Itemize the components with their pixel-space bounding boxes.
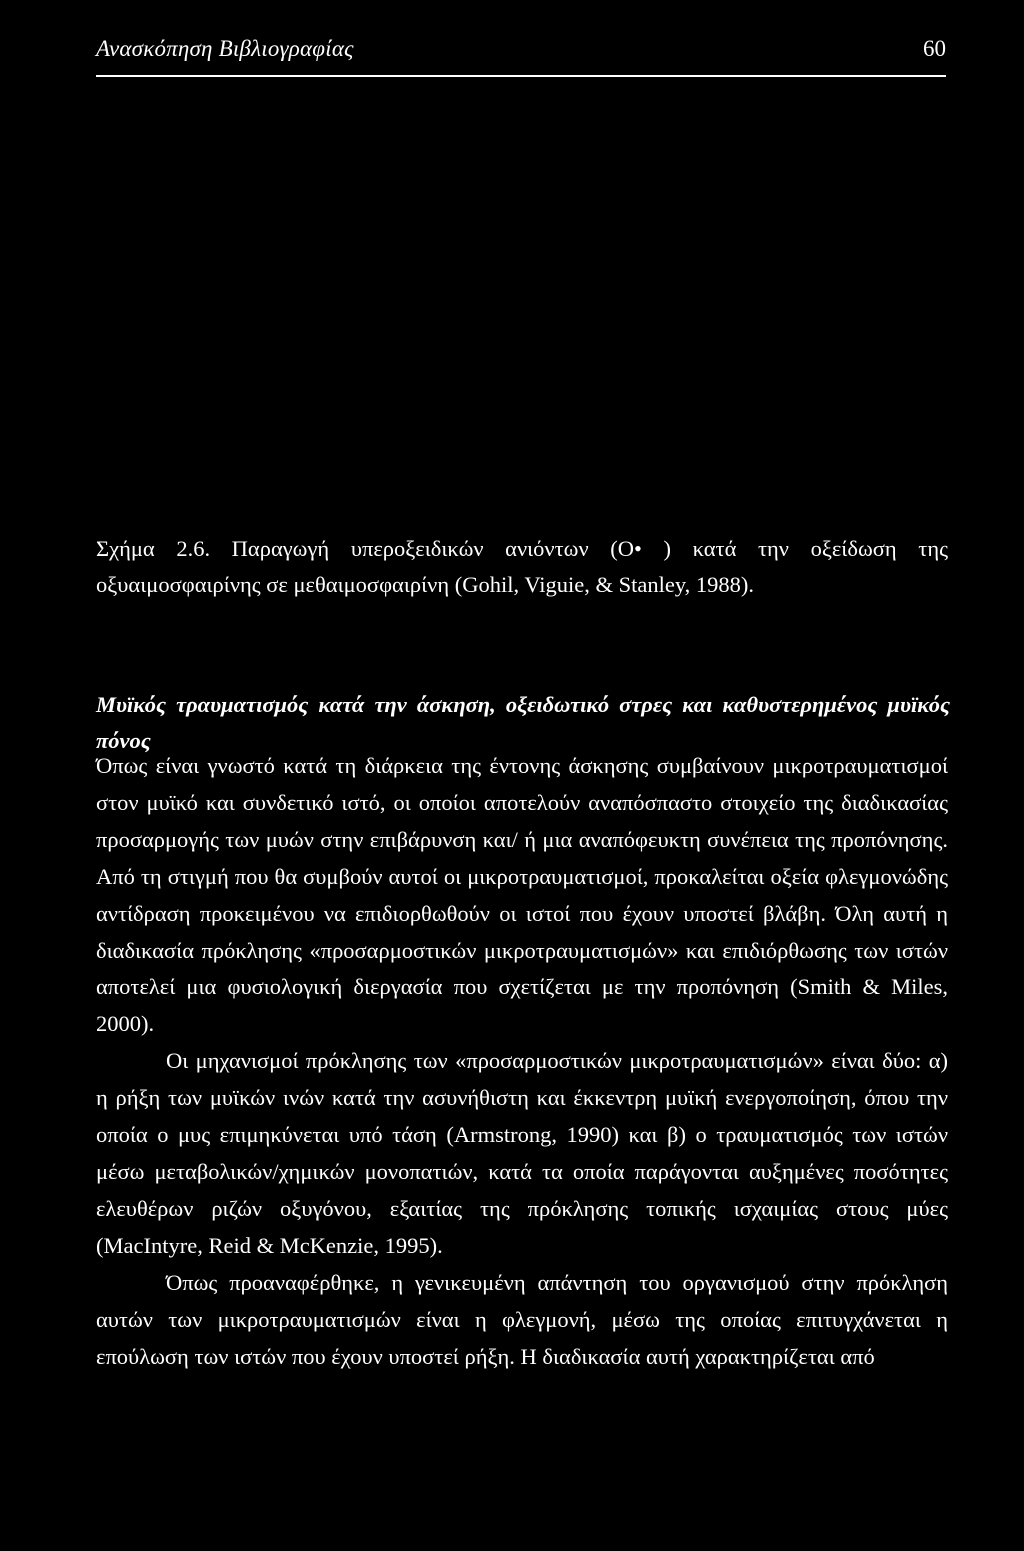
section-heading: Μυϊκός τραυματισμός κατά την άσκηση, οξειδωτικό στρες και καθυστερημένος μυϊκός πόνος [96, 692, 950, 753]
page-number: 60 [923, 36, 946, 61]
figure-caption: Σχήμα 2.6. Παραγωγή υπεροξειδικών ανιόντων (O• ) κατά την οξείδωση της οξυαιμοσφαιρίνης σε μεθαιμοσφαιρίνη (Gohil, Viguie, & Stanley, 1988). [96, 536, 948, 597]
paragraph: Όπως προαναφέρθηκε, η γενικευμένη απάντηση του οργανισμού στην πρόκληση αυτών των μικροτραυματισμών είναι η φλεγμονή, μέσω της οποίας επιτυγχάνεται η επούλωση των ιστών που έχουν υποστεί ρήξη. Η διαδικασία αυτή χαρακτηρίζεται από [96, 1269, 948, 1369]
page-header [96, 36, 946, 74]
figure-area [96, 90, 946, 510]
running-header-title: Ανασκόπηση Βιβλιογραφίας [96, 36, 354, 61]
header-rule [96, 75, 946, 77]
body-text [96, 748, 948, 1375]
paragraph: Οι μηχανισμοί πρόκλησης των «προσαρμοστικών μικροτραυματισμών» είναι δύο: α) η ρήξη των μυϊκών ινών κατά την ασυνήθιστη και έκκεντρη μυϊκή ενεργοποίηση, όπου την οποία ο μυς επιμηκύνεται υπό τάση (Armstrong, 1990) και β) ο τραυματισμός των ιστών μέσω μεταβολικών/χημικών μονοπατιών, κατά τα οποία παράγονται αυξημένες ποσότητες ελευθέρων ριζών οξυγόνου, εξαιτίας της πρόκλησης τοπικής ισχαιμίας στους μύες (MacIntyre, Reid & McKenzie, 1995). [96, 1048, 948, 1258]
paragraph: Όπως είναι γνωστό κατά τη διάρκεια της έντονης άσκησης συμβαίνουν μικροτραυματισμοί στον μυϊκό και συνδετικό ιστό, οι οποίοι αποτελούν αναπόσπαστο στοιχείο της διαδικασίας προσαρμογής των μυών στην επιβάρυνση και/ ή μια αναπόφευκτη συνέπεια της προπόνησης. Από τη στιγμή που θα συμβούν αυτοί οι μικροτραυματισμοί, προκαλείται οξεία φλεγμονώδης αντίδραση προκειμένου να επιδιορθωθούν οι ιστοί που έχουν υποστεί βλάβη. Όλη αυτή η διαδικασία πρόκλησης «προσαρμοστικών μικροτραυματισμών» και επιδιόρθωσης των ιστών αποτελεί μια φυσιολογική διεργασία που σχετίζεται με την προπόνηση (Smith & Miles, 2000). [96, 753, 948, 1037]
